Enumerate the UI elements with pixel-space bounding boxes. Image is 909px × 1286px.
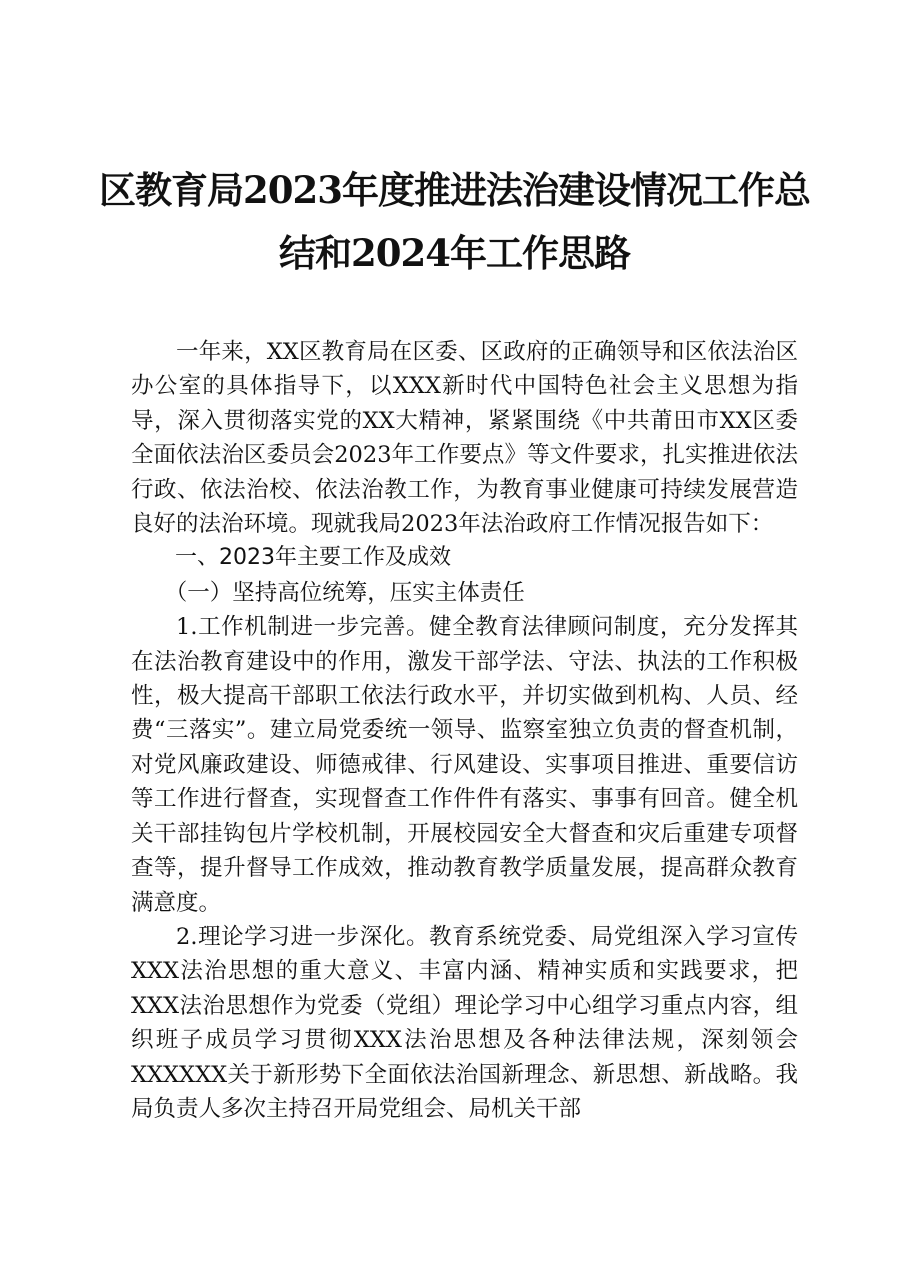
item-paragraph-2: 2.理论学习进一步深化。教育系统党委、局党组深入学习宣传XXX法治思想的重大意义、丰富内涵、精神实质和实践要求，把XXX法治思想作为党委（党组）理论学习中心组学习重点内容，组织班子成员学习贯彻XXX法治思想及各种法律法规，深刻领会XXXXXX关于新形势下全面依法治国新理念、新思想、新战略。我局负责人多次主持召开局党组会、局机关干部: [131, 923, 798, 1122]
document-title-line-2: 结和2024年工作思路: [279, 231, 630, 275]
document-body: [131, 335, 798, 1126]
subsection-heading-1: （一）坚持高位统筹，压实主体责任: [164, 579, 525, 606]
intro-paragraph: 一年来，XX区教育局在区委、区政府的正确领导和区依法治区办公室的具体指导下，以XXX新时代中国特色社会主义思想为指导，深入贯彻落实党的XX大精神，紧紧围绕《中共莆田市XX区委全面依法治区委员会2023年工作要点》等文件要求，扎实推进依法行政、依法治校、依法治教工作，为教育事业健康可持续发展营造良好的法治环境。现就我局2023年法治政府工作情况报告如下：: [131, 339, 798, 538]
document-title-line-1: 区教育局2023年度推进法治建设情况工作总: [99, 168, 810, 212]
section-heading-1: 一、2023年主要工作及成效: [175, 545, 451, 571]
item-paragraph-1: 1.工作机制进一步完善。健全教育法律顾问制度，充分发挥其在法治教育建设中的作用，激发干部学法、守法、执法的工作积极性，极大提高干部职工依法行政水平，并切实做到机构、人员、经费“三落实”。建立局党委统一领导、监察室独立负责的督查机制，对党风廉政建设、师德戒律、行风建设、实事项目推进、重要信访等工作进行督查，实现督查工作件件有落实、事事有回音。健全机关干部挂钩包片学校机制，开展校园安全大督查和灾后重建专项督查等，提升督导工作成效，推动教育教学质量发展，提高群众教育满意度。: [131, 614, 798, 916]
